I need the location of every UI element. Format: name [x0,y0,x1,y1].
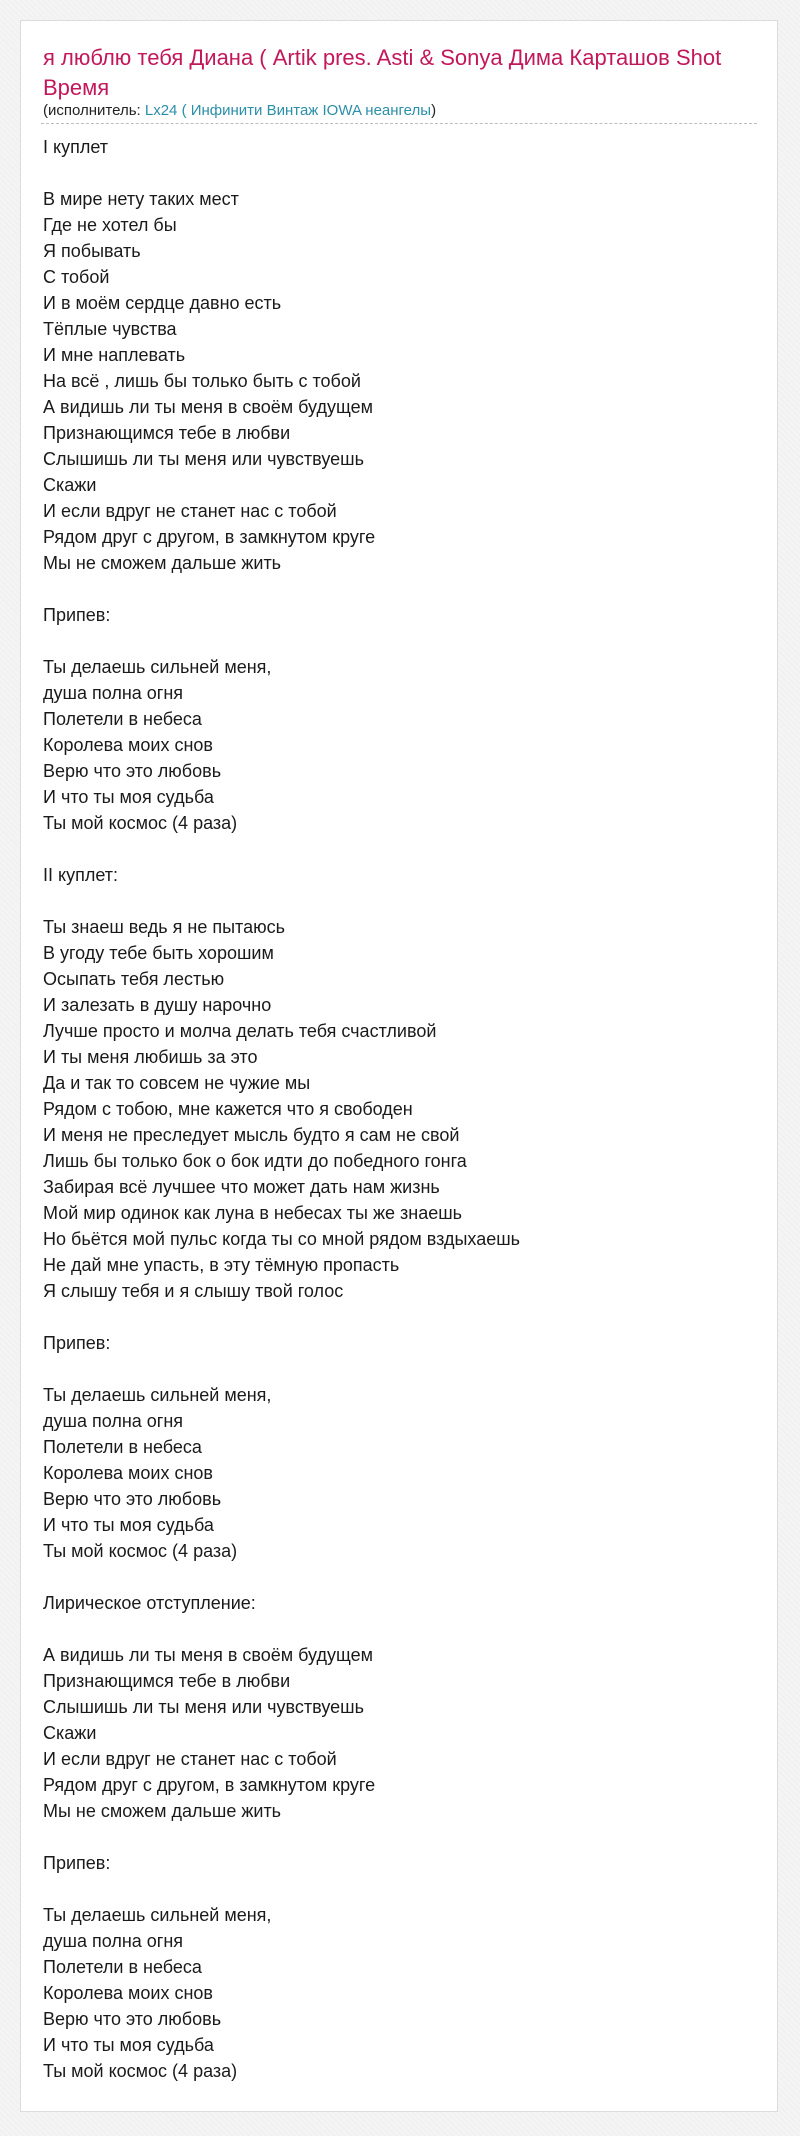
lyric-line: Рядом с тобою, мне кажется что я свободен [43,1099,413,1119]
lyric-line: И если вдруг не станет нас с тобой [43,1749,337,1769]
lyric-line: Осыпать тебя лестью [43,969,225,989]
lyric-line: Припев: [43,1853,111,1873]
lyric-line: Мы не сможем дальше жить [43,553,282,573]
lyric-line: А видишь ли ты меня в своём будущем [43,1645,373,1665]
lyric-line: Признающимся тебе в любви [43,423,291,443]
lyric-line: Рядом друг с другом, в замкнутом круге [43,1775,376,1795]
lyric-line: Я побывать [43,241,141,261]
title-divider [41,123,757,124]
lyric-line: И что ты моя судьба [43,2035,214,2055]
lyric-line: Верю что это любовь [43,1489,222,1509]
lyric-line: В угоду тебе быть хорошим [43,943,274,963]
lyric-line: И что ты моя судьба [43,1515,214,1535]
lyric-line: Забирая всё лучшее что может дать нам жизнь [43,1177,440,1197]
lyric-line: Полетели в небеса [43,709,202,729]
lyric-line: И в моём сердце давно есть [43,293,282,313]
lyric-line: Скажи [43,1723,97,1743]
lyric-line: С тобой [43,267,110,287]
lyric-line: Припев: [43,1333,111,1353]
lyric-line [43,160,758,186]
lyric-line: Лирическое отступление: [43,1593,256,1613]
lyric-line: Где не хотел бы [43,215,177,235]
lyric-line: Ты мой космос (4 раза) [43,1541,238,1561]
lyric-line: И залезать в душу нарочно [43,995,272,1015]
song-title: я люблю тебя Диана ( Artik pres. Asti & Sonya Дима Карташов Shot Время [43,45,722,100]
lyric-line: Верю что это любовь [43,761,222,781]
artist-link[interactable]: Lx24 ( Инфинити Винтаж IOWA неангелы [144,102,432,119]
lyrics-card [20,20,778,2112]
lyric-line: II куплет: [43,865,118,885]
lyric-line [43,576,758,602]
lyric-line: душа полна огня [43,1931,184,1951]
lyric-line: душа полна огня [43,1411,184,1431]
lyric-line: Ты делаешь сильней меня, [43,1905,272,1925]
lyric-line: Мы не сможем дальше жить [43,1801,282,1821]
lyric-line: И меня не преследует мысль будто я сам не свой [43,1125,460,1145]
lyric-line: Ты мой космос (4 раза) [43,813,238,833]
lyric-line: А видишь ли ты меня в своём будущем [43,397,373,417]
lyric-line [43,1564,758,1590]
lyric-line: душа полна огня [43,683,184,703]
artist-line [43,101,758,121]
lyrics-body [43,134,758,2084]
lyric-line: На всё , лишь бы только быть с тобой [43,371,361,391]
lyric-line: Ты делаешь сильней меня, [43,1385,272,1405]
lyric-line: Признающимся тебе в любви [43,1671,291,1691]
lyric-line: Лишь бы только бок о бок идти до победного гонга [43,1151,467,1171]
lyric-line [43,1876,758,1902]
lyric-line: Ты делаешь сильней меня, [43,657,272,677]
lyric-line: Скажи [43,475,97,495]
lyric-line: Мой мир одинок как луна в небесах ты же знаешь [43,1203,463,1223]
lyric-line: Ты мой космос (4 раза) [43,2061,238,2081]
lyric-line: В мире нету таких мест [43,189,239,209]
lyric-line: И ты меня любишь за это [43,1047,258,1067]
lyric-line: Рядом друг с другом, в замкнутом круге [43,527,376,547]
lyric-line: Да и так то совсем не чужие мы [43,1073,311,1093]
artist-suffix: ) [431,102,437,119]
lyric-line: Но бьётся мой пульс когда ты со мной рядом вздыхаешь [43,1229,521,1249]
lyric-line: И мне наплевать [43,345,186,365]
lyric-line [43,888,758,914]
lyric-line: Ты знаеш ведь я не пытаюсь [43,917,285,937]
lyric-line: Королева моих снов [43,1463,213,1483]
lyric-line: Слышишь ли ты меня или чувствуешь [43,449,364,469]
lyric-line: Тёплые чувства [43,319,177,339]
lyric-line [43,1356,758,1382]
artist-prefix: (исполнитель: [43,102,145,119]
lyric-line: Полетели в небеса [43,1437,202,1457]
lyric-line: Лучше просто и молча делать тебя счастливой [43,1021,437,1041]
lyric-line [43,836,758,862]
lyric-line: I куплет [43,137,108,157]
lyric-line: И что ты моя судьба [43,787,214,807]
lyric-line: И если вдруг не станет нас с тобой [43,501,337,521]
lyric-line [43,628,758,654]
lyric-line: Королева моих снов [43,735,213,755]
lyric-line [43,1304,758,1330]
lyric-line: Припев: [43,605,111,625]
lyric-line: Не дай мне упасть, в эту тёмную пропасть [43,1255,400,1275]
lyric-line: Королева моих снов [43,1983,213,2003]
lyric-line: Верю что это любовь [43,2009,222,2029]
lyric-line: Я слышу тебя и я слышу твой голос [43,1281,344,1301]
lyric-line: Полетели в небеса [43,1957,202,1977]
lyric-line [43,1824,758,1850]
lyric-line [43,1616,758,1642]
lyric-line: Слышишь ли ты меня или чувствуешь [43,1697,364,1717]
